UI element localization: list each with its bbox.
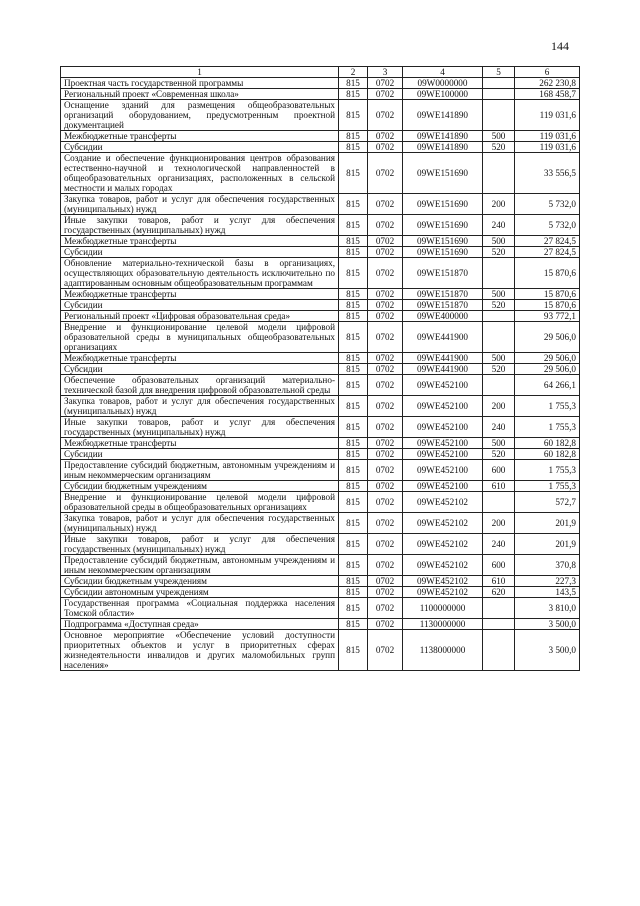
row-csr: 09WE452100	[403, 396, 483, 417]
row-csr: 1100000000	[403, 598, 483, 619]
row-razdel: 0702	[368, 481, 403, 492]
row-ved: 815	[339, 375, 368, 396]
row-csr: 09WE441900	[403, 353, 483, 364]
row-sum: 201,9	[515, 513, 580, 534]
row-name: Субсидии	[61, 142, 339, 153]
row-vr: 520	[483, 364, 515, 375]
row-sum: 572,7	[515, 492, 580, 513]
row-razdel: 0702	[368, 576, 403, 587]
row-csr: 09WE452102	[403, 587, 483, 598]
table-row	[61, 555, 580, 576]
row-razdel: 0702	[368, 300, 403, 311]
row-sum: 227,3	[515, 576, 580, 587]
row-csr: 09WE452100	[403, 438, 483, 449]
table-row	[61, 576, 580, 587]
row-name: Иные закупки товаров, работ и услуг для обеспечения государственных (муниципальных) нужд	[61, 534, 339, 555]
row-name: Предоставление субсидий бюджетным, автономным учреждениям и иным некоммерческим организациям	[61, 460, 339, 481]
row-sum: 370,8	[515, 555, 580, 576]
row-name: Внедрение и функционирование целевой модели цифровой образовательной среды в общеобразовательных организациях	[61, 492, 339, 513]
row-vr	[483, 598, 515, 619]
table-row	[61, 630, 580, 671]
table-row	[61, 78, 580, 89]
row-csr: 09WE151870	[403, 258, 483, 289]
row-name: Проектная часть государственной программы	[61, 78, 339, 89]
table-row	[61, 364, 580, 375]
row-ved: 815	[339, 598, 368, 619]
row-sum: 64 266,1	[515, 375, 580, 396]
row-ved: 815	[339, 555, 368, 576]
row-csr: 1138000000	[403, 630, 483, 671]
table-row	[61, 153, 580, 194]
row-vr	[483, 630, 515, 671]
row-razdel: 0702	[368, 587, 403, 598]
row-sum: 93 772,1	[515, 311, 580, 322]
row-ved: 815	[339, 215, 368, 236]
row-sum: 201,9	[515, 534, 580, 555]
row-razdel: 0702	[368, 353, 403, 364]
row-vr	[483, 375, 515, 396]
row-ved: 815	[339, 576, 368, 587]
table-row	[61, 89, 580, 100]
row-razdel: 0702	[368, 142, 403, 153]
row-sum: 3 810,0	[515, 598, 580, 619]
row-ved: 815	[339, 438, 368, 449]
row-ved: 815	[339, 236, 368, 247]
row-name: Межбюджетные трансферты	[61, 353, 339, 364]
row-vr: 520	[483, 300, 515, 311]
row-csr: 09WE151690	[403, 236, 483, 247]
row-name: Обновление материально-технической базы в организациях, осуществляющих образовательную деятельность исключительно по адаптированным основным общеобразовательным программам	[61, 258, 339, 289]
row-csr: 09WE400000	[403, 311, 483, 322]
row-csr: 09WE151690	[403, 153, 483, 194]
row-vr: 520	[483, 142, 515, 153]
row-csr: 09WE100000	[403, 89, 483, 100]
col-header-6: 6	[515, 67, 580, 78]
row-razdel: 0702	[368, 492, 403, 513]
row-vr	[483, 492, 515, 513]
row-ved: 815	[339, 513, 368, 534]
row-vr: 200	[483, 194, 515, 215]
row-razdel: 0702	[368, 396, 403, 417]
row-csr: 09WE151690	[403, 215, 483, 236]
row-vr	[483, 311, 515, 322]
row-vr: 620	[483, 587, 515, 598]
row-ved: 815	[339, 131, 368, 142]
table-row	[61, 353, 580, 364]
row-csr: 09WE452100	[403, 417, 483, 438]
row-razdel: 0702	[368, 449, 403, 460]
row-ved: 815	[339, 89, 368, 100]
row-ved: 815	[339, 492, 368, 513]
row-name: Основное мероприятие «Обеспечение условий доступности приоритетных объектов и услуг в приоритетных сферах жизнедеятельности инвалидов и других маломобильных групп населения»	[61, 630, 339, 671]
row-name: Закупка товаров, работ и услуг для обеспечения государственных (муниципальных) нужд	[61, 513, 339, 534]
row-ved: 815	[339, 449, 368, 460]
row-csr: 09WE452102	[403, 513, 483, 534]
table-row	[61, 258, 580, 289]
row-name: Межбюджетные трансферты	[61, 438, 339, 449]
row-vr: 500	[483, 353, 515, 364]
row-sum: 29 506,0	[515, 353, 580, 364]
row-razdel: 0702	[368, 364, 403, 375]
row-name: Государственная программа «Социальная поддержка населения Томской области»	[61, 598, 339, 619]
row-csr: 09WE151690	[403, 247, 483, 258]
row-ved: 815	[339, 258, 368, 289]
table-row	[61, 194, 580, 215]
row-csr: 09WE141890	[403, 131, 483, 142]
row-razdel: 0702	[368, 322, 403, 353]
row-sum: 1 755,3	[515, 460, 580, 481]
row-vr	[483, 322, 515, 353]
row-csr: 09WE441900	[403, 322, 483, 353]
table-row	[61, 289, 580, 300]
row-name: Субсидии	[61, 364, 339, 375]
row-name: Иные закупки товаров, работ и услуг для обеспечения государственных (муниципальных) нужд	[61, 417, 339, 438]
row-razdel: 0702	[368, 131, 403, 142]
row-name: Региональный проект «Цифровая образовательная среда»	[61, 311, 339, 322]
row-ved: 815	[339, 194, 368, 215]
table-row	[61, 142, 580, 153]
row-ved: 815	[339, 630, 368, 671]
row-name: Межбюджетные трансферты	[61, 289, 339, 300]
row-razdel: 0702	[368, 247, 403, 258]
row-sum: 60 182,8	[515, 438, 580, 449]
row-name: Подпрограмма «Доступная среда»	[61, 619, 339, 630]
table-row	[61, 236, 580, 247]
table-row	[61, 311, 580, 322]
row-ved: 815	[339, 78, 368, 89]
table-row	[61, 534, 580, 555]
row-name: Оснащение зданий для размещения общеобразовательных организаций оборудованием, предусмотренным проектной документацией	[61, 100, 339, 131]
row-ved: 815	[339, 153, 368, 194]
row-name: Субсидии	[61, 449, 339, 460]
row-ved: 815	[339, 534, 368, 555]
row-vr: 500	[483, 289, 515, 300]
row-csr: 09WE452102	[403, 555, 483, 576]
row-vr: 200	[483, 513, 515, 534]
row-razdel: 0702	[368, 619, 403, 630]
row-csr: 09W0000000	[403, 78, 483, 89]
row-name: Закупка товаров, работ и услуг для обеспечения государственных (муниципальных) нужд	[61, 396, 339, 417]
row-name: Межбюджетные трансферты	[61, 236, 339, 247]
row-vr: 500	[483, 438, 515, 449]
table-row	[61, 215, 580, 236]
row-sum: 29 506,0	[515, 322, 580, 353]
col-header-2: 2	[339, 67, 368, 78]
row-vr	[483, 89, 515, 100]
row-vr: 520	[483, 247, 515, 258]
row-ved: 815	[339, 247, 368, 258]
row-vr: 500	[483, 131, 515, 142]
row-vr: 240	[483, 417, 515, 438]
row-csr: 09WE452102	[403, 492, 483, 513]
row-vr: 240	[483, 215, 515, 236]
table-row	[61, 449, 580, 460]
col-header-1: 1	[61, 67, 339, 78]
row-razdel: 0702	[368, 417, 403, 438]
row-name: Субсидии бюджетным учреждениям	[61, 576, 339, 587]
row-vr	[483, 258, 515, 289]
table-row	[61, 513, 580, 534]
table-row	[61, 247, 580, 258]
row-name: Обеспечение образовательных организаций материально-технической базой для внедрения цифровой образовательной среды	[61, 375, 339, 396]
row-name: Иные закупки товаров, работ и услуг для обеспечения государственных (муниципальных) нужд	[61, 215, 339, 236]
row-name: Закупка товаров, работ и услуг для обеспечения государственных (муниципальных) нужд	[61, 194, 339, 215]
row-ved: 815	[339, 353, 368, 364]
table-row	[61, 460, 580, 481]
row-name: Субсидии	[61, 247, 339, 258]
row-vr: 600	[483, 555, 515, 576]
row-sum: 1 755,3	[515, 417, 580, 438]
table-row	[61, 300, 580, 311]
row-vr: 600	[483, 460, 515, 481]
col-header-4: 4	[403, 67, 483, 78]
row-name: Субсидии автономным учреждениям	[61, 587, 339, 598]
table-row	[61, 131, 580, 142]
row-csr: 1130000000	[403, 619, 483, 630]
row-razdel: 0702	[368, 534, 403, 555]
col-header-3: 3	[368, 67, 403, 78]
row-ved: 815	[339, 300, 368, 311]
row-name: Предоставление субсидий бюджетным, автономным учреждениям и иным некоммерческим организациям	[61, 555, 339, 576]
row-ved: 815	[339, 322, 368, 353]
row-razdel: 0702	[368, 258, 403, 289]
row-csr: 09WE452102	[403, 576, 483, 587]
row-name: Внедрение и функционирование целевой модели цифровой образовательной среды в муниципальных общеобразовательных организациях	[61, 322, 339, 353]
table-row	[61, 587, 580, 598]
table-row	[61, 598, 580, 619]
row-vr	[483, 100, 515, 131]
table-row	[61, 417, 580, 438]
row-sum: 262 230,8	[515, 78, 580, 89]
row-razdel: 0702	[368, 598, 403, 619]
row-ved: 815	[339, 460, 368, 481]
row-csr: 09WE441900	[403, 364, 483, 375]
table-row	[61, 100, 580, 131]
row-razdel: 0702	[368, 460, 403, 481]
row-csr: 09WE141890	[403, 100, 483, 131]
row-sum: 27 824,5	[515, 236, 580, 247]
row-name: Создание и обеспечение функционирования центров образования естественно-научной и технологической направленностей в общеобразовательных организациях, расположенных в сельской местности и малых городах	[61, 153, 339, 194]
row-sum: 168 458,7	[515, 89, 580, 100]
row-razdel: 0702	[368, 555, 403, 576]
table-row	[61, 396, 580, 417]
row-csr: 09WE452100	[403, 460, 483, 481]
row-ved: 815	[339, 142, 368, 153]
row-razdel: 0702	[368, 78, 403, 89]
row-razdel: 0702	[368, 630, 403, 671]
row-razdel: 0702	[368, 375, 403, 396]
row-sum: 15 870,6	[515, 300, 580, 311]
row-sum: 60 182,8	[515, 449, 580, 460]
row-csr: 09WE151690	[403, 194, 483, 215]
row-csr: 09WE151870	[403, 300, 483, 311]
row-vr: 200	[483, 396, 515, 417]
row-csr: 09WE141890	[403, 142, 483, 153]
table-row	[61, 438, 580, 449]
row-razdel: 0702	[368, 289, 403, 300]
row-ved: 815	[339, 587, 368, 598]
row-csr: 09WE452100	[403, 449, 483, 460]
row-vr: 610	[483, 576, 515, 587]
row-ved: 815	[339, 396, 368, 417]
row-vr: 610	[483, 481, 515, 492]
row-sum: 5 732,0	[515, 194, 580, 215]
row-sum: 33 556,5	[515, 153, 580, 194]
row-vr	[483, 153, 515, 194]
row-sum: 3 500,0	[515, 630, 580, 671]
row-sum: 119 031,6	[515, 131, 580, 142]
table-row	[61, 492, 580, 513]
row-ved: 815	[339, 311, 368, 322]
row-sum: 29 506,0	[515, 364, 580, 375]
row-vr	[483, 78, 515, 89]
row-razdel: 0702	[368, 215, 403, 236]
row-vr: 240	[483, 534, 515, 555]
col-header-5: 5	[483, 67, 515, 78]
row-sum: 1 755,3	[515, 396, 580, 417]
table-row	[61, 322, 580, 353]
row-vr: 500	[483, 236, 515, 247]
row-razdel: 0702	[368, 438, 403, 449]
row-csr: 09WE151870	[403, 289, 483, 300]
row-razdel: 0702	[368, 194, 403, 215]
row-sum: 3 500,0	[515, 619, 580, 630]
row-name: Субсидии	[61, 300, 339, 311]
row-razdel: 0702	[368, 89, 403, 100]
row-razdel: 0702	[368, 513, 403, 534]
row-sum: 15 870,6	[515, 258, 580, 289]
row-sum: 1 755,3	[515, 481, 580, 492]
row-csr: 09WE452100	[403, 375, 483, 396]
row-vr	[483, 619, 515, 630]
column-number-row	[61, 67, 580, 78]
row-ved: 815	[339, 100, 368, 131]
table-row	[61, 619, 580, 630]
row-csr: 09WE452100	[403, 481, 483, 492]
row-sum: 15 870,6	[515, 289, 580, 300]
row-name: Субсидии бюджетным учреждениям	[61, 481, 339, 492]
row-razdel: 0702	[368, 153, 403, 194]
row-sum: 119 031,6	[515, 142, 580, 153]
row-csr: 09WE452102	[403, 534, 483, 555]
row-vr: 520	[483, 449, 515, 460]
row-name: Региональный проект «Современная школа»	[61, 89, 339, 100]
row-sum: 143,5	[515, 587, 580, 598]
row-name: Межбюджетные трансферты	[61, 131, 339, 142]
row-sum: 119 031,6	[515, 100, 580, 131]
table-row	[61, 481, 580, 492]
row-ved: 815	[339, 364, 368, 375]
row-ved: 815	[339, 289, 368, 300]
row-ved: 815	[339, 619, 368, 630]
row-sum: 5 732,0	[515, 215, 580, 236]
row-razdel: 0702	[368, 100, 403, 131]
table-row	[61, 375, 580, 396]
row-sum: 27 824,5	[515, 247, 580, 258]
row-razdel: 0702	[368, 311, 403, 322]
row-ved: 815	[339, 417, 368, 438]
row-ved: 815	[339, 481, 368, 492]
budget-table	[60, 66, 580, 671]
row-razdel: 0702	[368, 236, 403, 247]
page-number: 144	[551, 39, 569, 53]
